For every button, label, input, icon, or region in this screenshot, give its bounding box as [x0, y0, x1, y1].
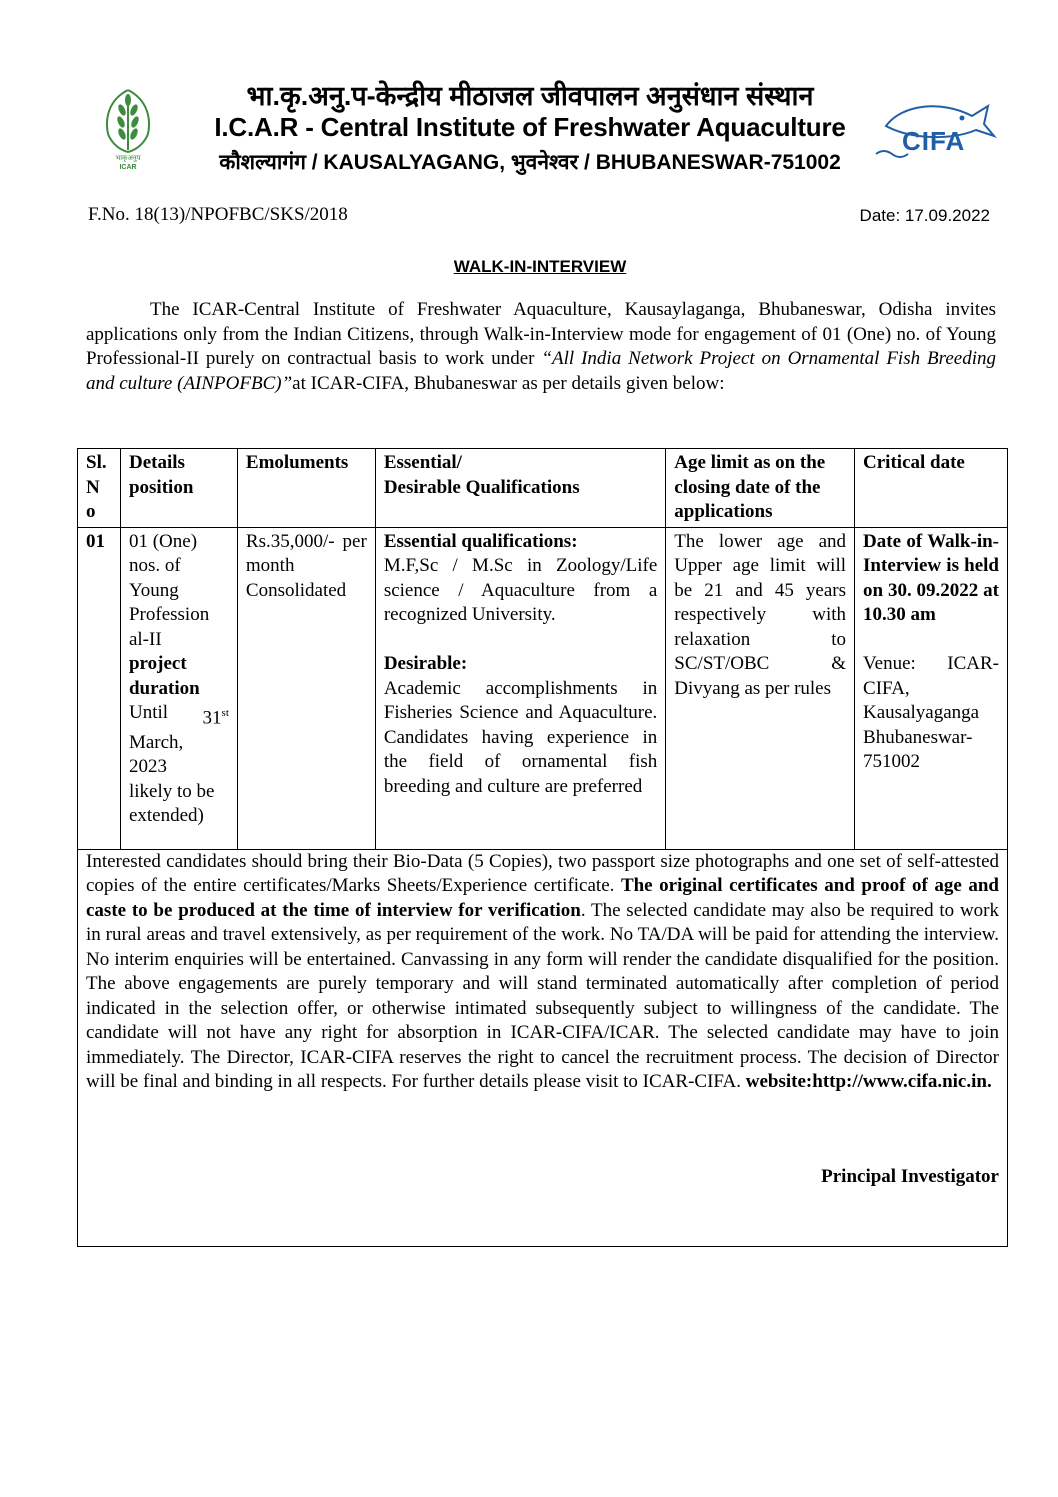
- table-row: [78, 527, 1008, 849]
- icar-logo-hindi-text: भाकृअनुप: [115, 155, 141, 162]
- desirable-label: Desirable:: [383, 653, 468, 674]
- icar-logo: [92, 84, 164, 174]
- details-line: likely to be: [128, 780, 215, 802]
- essential-text: M.F,Sc / M.Sc in Zoology/Life science / Aquaculture from a recognized University.: [383, 555, 658, 625]
- interview-date: Date of Walk-in-Interview is held on 30. 09.2022 at 10.30 am: [863, 530, 999, 625]
- details-until-line: [129, 701, 229, 731]
- header-sl-no-line: Sl.: [86, 452, 107, 473]
- details-line: March,: [128, 731, 184, 753]
- header-critical-date: Critical date: [855, 449, 1008, 528]
- cell-details: [120, 527, 237, 849]
- header-details-line: Details: [128, 452, 185, 473]
- details-line: nos. of: [128, 555, 181, 576]
- intro-project-name: “All India Network Project on Ornamental Fish Breeding and culture (AINPOFBC)”: [86, 348, 996, 394]
- details-until-sup: st: [221, 707, 229, 719]
- document-date: Date: 17.09.2022: [859, 206, 990, 225]
- header-sl-no-line: N: [86, 476, 100, 498]
- header-qualifications-line: Desirable Qualifications: [383, 476, 580, 498]
- notice-bold-1: The original certificates and proof of age and caste to be produced at the time of interview for verification: [86, 875, 999, 921]
- spacer: [384, 628, 657, 653]
- intro-paragraph: [86, 298, 996, 396]
- intro-text-2: at ICAR-CIFA, Bhubaneswar as per details given below:: [292, 372, 725, 394]
- notice-cell: [78, 849, 1008, 1246]
- notice-text-1: Interested candidates should bring their Bio-Data (5 Copies), two passport size photographs and one set of self-attested copies of the entire certificates/Marks Sheets/Experience certificate.: [86, 850, 999, 897]
- essential-label: Essential qualifications:: [383, 530, 578, 552]
- header-qualifications: [375, 449, 665, 528]
- website-link[interactable]: website:http://www.cifa.nic.in.: [745, 1071, 992, 1093]
- header-details: [120, 449, 237, 528]
- details-line: extended): [128, 805, 204, 827]
- header-sl-no-line: o: [86, 501, 96, 522]
- header-sl-no: [78, 449, 121, 528]
- cell-emoluments: Rs.35,000/- per month Consolidated: [237, 527, 375, 849]
- details-line: duration: [128, 677, 200, 699]
- signature-principal-investigator: Principal Investigator: [821, 1165, 999, 1187]
- cell-qualifications: [375, 527, 665, 849]
- details-until-date: [203, 701, 229, 731]
- cifa-logo: [872, 96, 1000, 160]
- details-until-num: 31: [202, 707, 222, 729]
- cifa-logo-text: CIFA: [902, 126, 966, 156]
- vacancy-table: [77, 448, 1008, 1247]
- header-details-line: position: [128, 476, 194, 498]
- intro-text-1: The ICAR-Central Institute of Freshwater Aquaculture, Kausaylaganga, Bhubaneswar, Odisha invites applications only from the Indian Citizens, through Walk-in-Interview mode for engagement of 01 (One) no. of Young Professional-II purely on contractual basis to work under: [86, 299, 996, 369]
- notice-text-2: . The selected candidate may also be required to work in rural areas and travel extensively, as per requirement of the work. No TA/DA will be paid for attending the interview. No interim enquiries will be entertained. Canvassing in any form will render the candidate disqualified for the position. The above engagements are purely temporary and will stand terminated automatically after completion of period indicated in the selection offer, or otherwise intimated subsequently subject to willingness of the candidate. The candidate will not have any right for absorption in ICAR-CIFA/ICAR. The selected candidate may have to join immediately. The Director, ICAR-CIFA reserves the right to cancel the recruitment process. The decision of Director will be final and binding in all respects. For further details please visit to ICAR-CIFA.: [86, 899, 999, 1093]
- details-line: project: [128, 653, 187, 674]
- icar-logo-text: ICAR: [119, 164, 137, 171]
- notice-paragraph: [86, 850, 999, 1095]
- cell-sl-no: 01: [78, 527, 121, 849]
- notice-row: [78, 849, 1008, 1246]
- page-title: WALK-IN-INTERVIEW: [453, 257, 627, 276]
- spacer: [863, 628, 999, 653]
- cell-critical-date: [855, 527, 1008, 849]
- cell-age-limit: The lower age and Upper age limit will be 21 and 45 years respectively with relaxation to SC/ST/OBC & Divyang as per rules: [666, 527, 855, 849]
- institute-name-hindi: भा.कृ.अनु.प-केन्द्रीय मीठाजल जीवपालन अनुसंधान संस्थान: [246, 81, 814, 111]
- details-until: Until: [128, 702, 169, 723]
- details-line: 01 (One): [128, 530, 198, 552]
- venue: Venue: ICAR-CIFA, Kausalyaganga Bhubaneswar-751002: [863, 653, 999, 772]
- table-header-row: [78, 449, 1008, 528]
- header-qualifications-line: Essential/: [383, 452, 462, 473]
- header-emoluments: Emoluments: [237, 449, 375, 528]
- details-line: 2023: [128, 756, 167, 778]
- details-line: al-II: [128, 628, 162, 650]
- details-line: Profession: [128, 604, 210, 625]
- desirable-text: Academic accomplishments in Fisheries Science and Aquaculture. Candidates having experience in the field of ornamental fish breeding and culture are preferred: [383, 677, 658, 797]
- institute-name-english: I.C.A.R - Central Institute of Freshwater Aquaculture: [214, 112, 846, 142]
- details-line: Young: [128, 579, 179, 601]
- institute-address: कौशल्यागंग / KAUSALYAGANG, भुवनेश्वर / BHUBANESWAR-751002: [219, 151, 841, 174]
- file-number: F.No. 18(13)/NPOFBC/SKS/2018: [88, 204, 348, 225]
- header-age-limit: Age limit as on the closing date of the applications: [666, 449, 855, 528]
